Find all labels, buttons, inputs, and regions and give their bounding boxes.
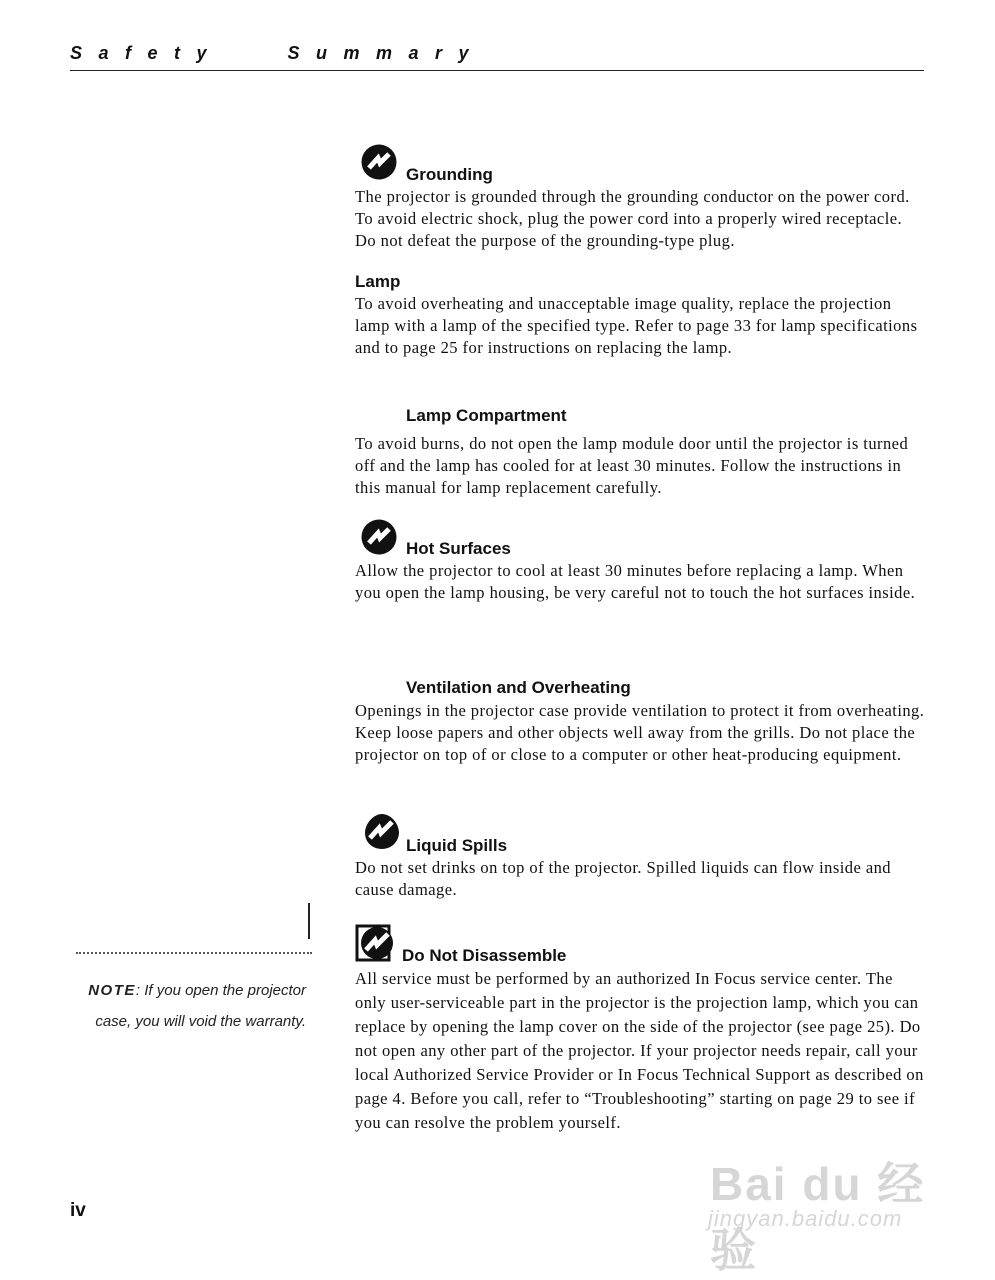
heading-text: Lamp Compartment (406, 406, 567, 425)
section-body: Openings in the projector case provide ventilation to protect it from overheating. Keep loose papers and other objects well away from the grills. Do not place the projector on top of or close to a computer or other heat-producing equipment. (355, 701, 925, 764)
note-text: : If you open the projector case, you will void the warranty. (95, 982, 306, 1030)
watermark-logo: Bai du 经验 (710, 1158, 926, 1276)
heading-text: Ventilation and Overheating (406, 678, 631, 697)
section-body: Do not set drinks on top of the projector. Spilled liquids can flow inside and cause damage. (355, 858, 891, 899)
section-body: To avoid burns, do not open the lamp module door until the projector is turned off and the lamp has cooled for at least 30 minutes. Follow the instructions in this manual for lamp replacement carefully. (355, 434, 909, 497)
section-body: The projector is grounded through the grounding conductor on the power cord. To avoid electric shock, plug the power cord into a properly wired receptacle. Do not defeat the purpose of the grounding-type plug. (355, 187, 910, 250)
heading-text: Grounding (406, 165, 493, 184)
note-label: NOTE (88, 982, 136, 999)
section-lamp (355, 271, 925, 359)
running-header-title: Safety Summary (70, 43, 486, 63)
sidebar-note (76, 975, 306, 1037)
section-heading (355, 538, 925, 560)
heading-text: Lamp (355, 272, 401, 291)
header-rule (70, 70, 924, 71)
section-hot-surfaces (355, 516, 925, 604)
heading-text: Hot Surfaces (406, 539, 511, 558)
section-heading (355, 164, 925, 186)
note-margin-bar (308, 903, 310, 939)
section-liquid-spills (355, 811, 925, 901)
section-body: To avoid overheating and unacceptable image quality, replace the projection lamp with a lamp of the specified type. Refer to page 33 for lamp specifications and to page 25 for instructions on replacing the lamp. (355, 294, 918, 357)
heading-text: Do Not Disassemble (402, 946, 567, 965)
section-grounding (355, 141, 925, 252)
section-body: Allow the projector to cool at least 30 minutes before replacing a lamp. When you open the lamp housing, be very careful not to touch the hot surfaces inside. (355, 561, 916, 602)
watermark-url: jingyan.baidu.com (708, 1206, 903, 1231)
watermark (700, 1140, 950, 1276)
section-ventilation (355, 677, 925, 766)
section-body: All service must be performed by an authorized In Focus service center. The only user-serviceable part in the projector is the projection lamp, which you can replace by opening the lamp cover on the side of the projector (see page 25). Do not open any other part of the projector. If your projector needs repair, call your local Authorized Service Provider or In Focus Technical Support as described on page 4. Before you call, refer to “Troubleshooting” starting on page 29 to see if you can resolve the problem yourself. (355, 969, 924, 1132)
section-heading (355, 677, 925, 699)
section-heading (355, 945, 925, 967)
section-lamp-compartment (355, 405, 925, 499)
note-dotted-rule (76, 952, 312, 954)
page-number: iv (70, 1200, 86, 1221)
section-do-not-disassemble (355, 920, 925, 1135)
section-heading (355, 271, 925, 293)
heading-text: Liquid Spills (406, 836, 508, 855)
section-heading (355, 835, 925, 857)
section-heading (355, 405, 925, 427)
